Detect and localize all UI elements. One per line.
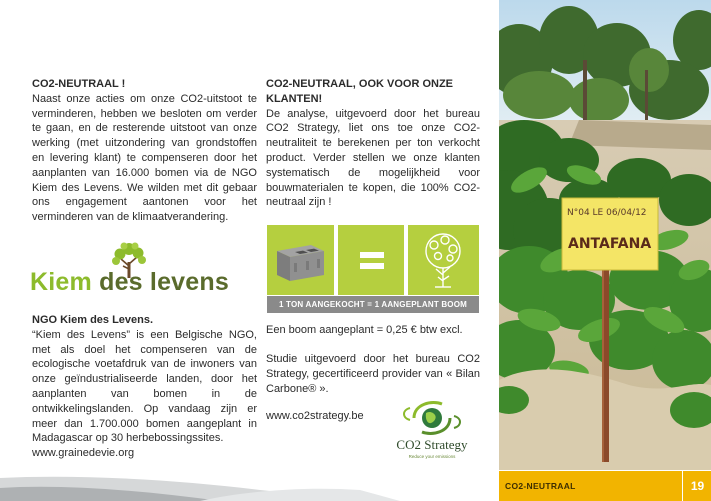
co2-logo-tagline: Reduce your emissions bbox=[408, 454, 456, 459]
page-number: 19 bbox=[682, 471, 711, 501]
block-panel bbox=[267, 225, 334, 295]
nursery-photo bbox=[499, 0, 711, 470]
ngo-heading: NGO Kiem des Levens. bbox=[32, 314, 154, 326]
footer-bar bbox=[499, 471, 711, 501]
footer-swoosh bbox=[0, 470, 499, 501]
co2-strategy-logo bbox=[384, 398, 480, 464]
kiem-logo-part2: des levens bbox=[99, 268, 229, 296]
left-column bbox=[32, 77, 257, 225]
grainedevie-link[interactable]: www.grainedevie.org bbox=[32, 447, 135, 459]
sign-species: ANTAFANA bbox=[568, 236, 652, 252]
ngo-text: “Kiem des Levens” is een Belgische NGO, met als doel het compenseren van de ecologische voetafdruk van de inwoners van onze geïndustrialiseerde landen, door het aanplanten van bomen in de ontwikkelingslanden. Op vandaag zijn er meer dan 1.700.000 bomen aangeplant in Madagascar op 30 herbebossingssites. bbox=[32, 328, 257, 445]
kiem-logo-text bbox=[30, 268, 229, 297]
equals-icon bbox=[360, 252, 384, 258]
sign-number: N°04 LE 06/04/12 bbox=[567, 208, 647, 218]
footer-section-label: CO2-NEUTRAAL bbox=[505, 481, 576, 491]
equals-panel bbox=[338, 225, 404, 295]
ton-equals-tree-graphic bbox=[267, 225, 479, 315]
plant-nursery-image bbox=[499, 0, 711, 470]
clients-text: De analyse, uitgevoerd door het bureau CO2 Strategy, liet ons toe onze CO2-neutraliteit te berekenen per ton verkocht product. Verder stellen we onze klanten systematisch de mogelijkheid voor bouwmaterialen te kopen, die 100% CO2-neutraal zijn ! bbox=[266, 107, 480, 209]
concrete-block-icon bbox=[267, 225, 334, 295]
kiem-des-levens-logo bbox=[30, 242, 229, 300]
clients-heading: CO2-NEUTRAAL, OOK VOOR ONZE KLANTEN! bbox=[266, 78, 454, 105]
middle-column bbox=[266, 77, 480, 210]
co2-logo-name: CO2 Strategy bbox=[396, 437, 468, 452]
tree-price: Een boom aangeplant = 0,25 € btw excl. bbox=[266, 324, 463, 336]
ton-tree-banner: 1 TON AANGEKOCHT = 1 AANGEPLANT BOOM bbox=[267, 296, 479, 313]
co2strategy-link[interactable]: www.co2strategy.be bbox=[266, 410, 364, 422]
study-text: Studie uitgevoerd door het bureau CO2 Strategy, gecertificeerd provider van « Bilan Carbone® ». bbox=[266, 353, 480, 395]
tree-panel bbox=[408, 225, 479, 295]
co2-neutral-text: Naast onze acties om onze CO2-uitstoot te verminderen, hebben we besloten om verder te gaan, en de resterende uitstoot van onze werking (met uitzondering van grondstoffen en levering klant) te compenseren door het aanplanten van 16.000 bomen via de NGO Kiem des Levens. We wilden met dit gebaar ons engagement aantonen voor het verminderen van de klimaatverandering. bbox=[32, 92, 257, 224]
equals-icon bbox=[360, 263, 384, 269]
globe-icon bbox=[392, 398, 472, 438]
ngo-block bbox=[32, 313, 257, 446]
tree-icon bbox=[408, 225, 479, 295]
kiem-logo-part1: Kiem bbox=[30, 268, 100, 296]
co2-neutral-heading: CO2-NEUTRAAL ! bbox=[32, 78, 126, 90]
